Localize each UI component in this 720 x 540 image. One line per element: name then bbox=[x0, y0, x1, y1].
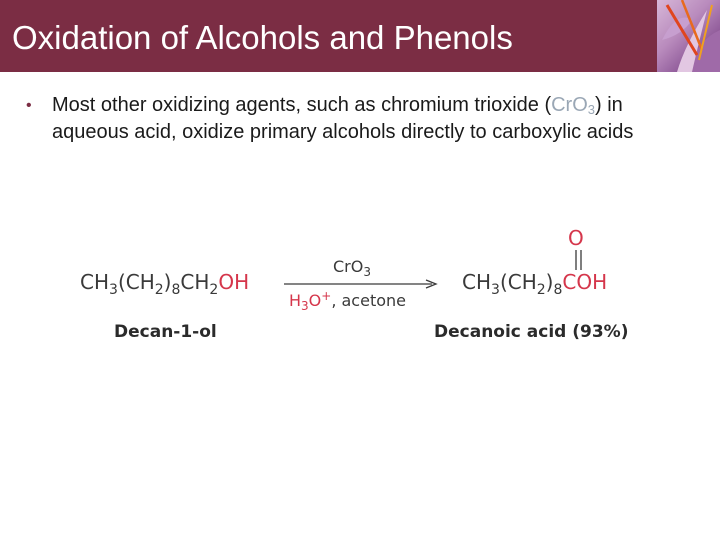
hydronium-charge: + bbox=[321, 289, 332, 303]
reactant-paren: ) bbox=[163, 270, 172, 294]
bullet-formula-sub: 3 bbox=[587, 102, 596, 117]
reactant-sub: 8 bbox=[171, 282, 181, 298]
reactant-name: Decan-1-ol bbox=[114, 322, 217, 342]
bullet-text bbox=[52, 92, 686, 146]
reactant-ch: (CH bbox=[117, 270, 155, 294]
product-name: Decanoic acid (93%) bbox=[434, 322, 629, 342]
product-sub: 3 bbox=[491, 282, 500, 298]
reagent-top-sub: 3 bbox=[363, 265, 371, 279]
bullet-text-start: Most other oxidizing agents, such as chromium trioxide ( bbox=[52, 94, 552, 116]
hydronium-sub: 3 bbox=[301, 299, 309, 313]
reagent-top bbox=[333, 257, 371, 279]
saffron-flower-image bbox=[657, 0, 720, 72]
product-hydroxyl: OH bbox=[576, 270, 608, 294]
reactant-formula bbox=[80, 270, 250, 298]
product-ch: (CH bbox=[499, 270, 537, 294]
reactant-hydroxyl: OH bbox=[218, 270, 250, 294]
reagent-bottom bbox=[289, 289, 406, 313]
reaction-arrow bbox=[284, 278, 438, 290]
title-bar bbox=[0, 0, 720, 72]
reactant-sub: 3 bbox=[109, 282, 118, 298]
reactant-sub: 2 bbox=[154, 282, 164, 298]
bullet-text-end: ) in aqueous acid, oxidize primary alcohols directly to carboxylic acids bbox=[52, 94, 634, 143]
reactant-ch: CH bbox=[180, 270, 210, 294]
hydronium bbox=[289, 289, 332, 313]
reactant-ch: CH bbox=[80, 270, 110, 294]
product-carbonyl-carbon: C bbox=[562, 270, 577, 294]
product-paren: ) bbox=[545, 270, 554, 294]
solvent-label: , acetone bbox=[331, 291, 406, 310]
double-bond bbox=[573, 250, 585, 270]
product-sub: 2 bbox=[536, 282, 546, 298]
hydronium-h: H bbox=[289, 291, 302, 310]
product-ch: CH bbox=[462, 270, 492, 294]
reactant-sub: 2 bbox=[209, 282, 219, 298]
bullet-formula-main: CrO bbox=[551, 94, 588, 116]
product-sub: 8 bbox=[553, 282, 563, 298]
bullet-formula bbox=[551, 94, 595, 116]
reagent-top-main: CrO bbox=[333, 257, 364, 276]
bullet-marker: • bbox=[26, 97, 32, 114]
hydronium-o: O bbox=[308, 291, 322, 310]
product-formula bbox=[462, 270, 608, 298]
bullet-point bbox=[26, 92, 686, 146]
carbonyl-oxygen: O bbox=[568, 226, 584, 250]
slide-title: Oxidation of Alcohols and Phenols bbox=[12, 19, 513, 56]
